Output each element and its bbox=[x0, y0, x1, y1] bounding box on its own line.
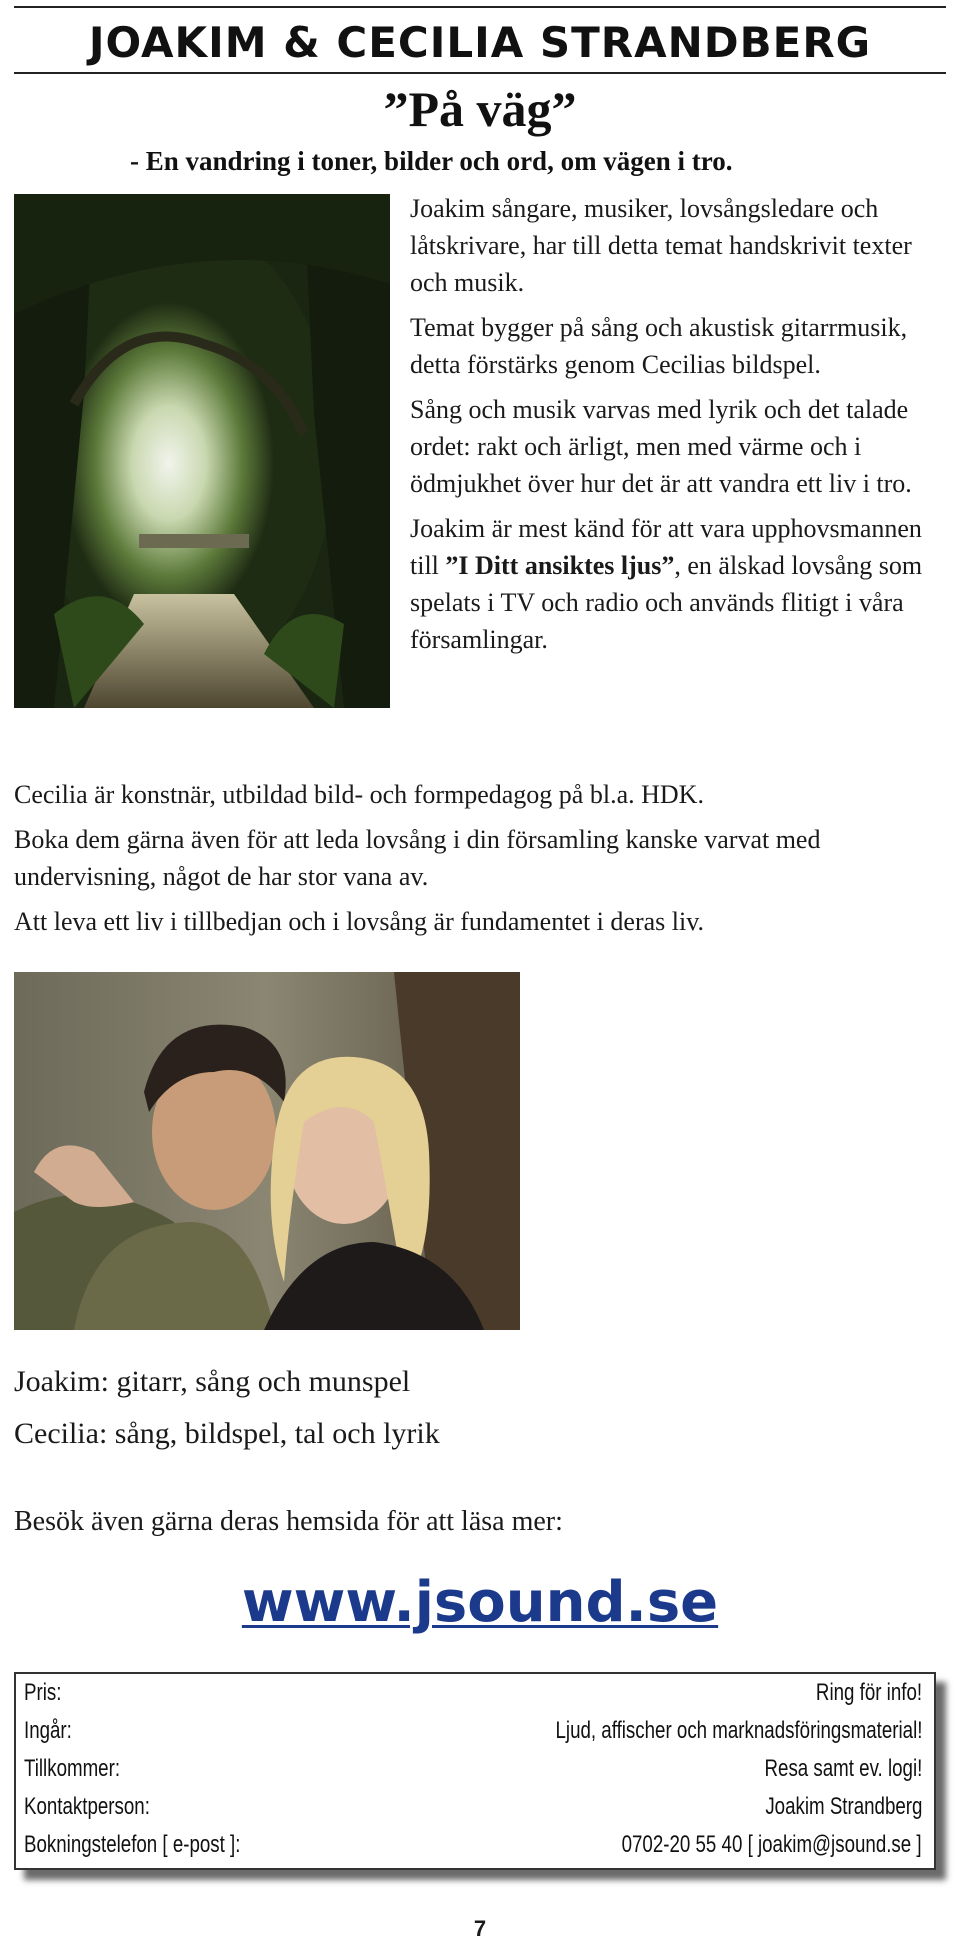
title-rule bbox=[14, 72, 946, 74]
intro-paragraph: Temat bygger på sång och akustisk gitarrmusik, detta förstärks genom Cecilias bildspel. bbox=[410, 313, 908, 379]
visit-text: Besök även gärna deras hemsida för att läsa mer: bbox=[14, 1506, 563, 1537]
couple-photo bbox=[14, 972, 520, 1330]
body-paragraph: Att leva ett liv i tillbedjan och i lovsång är fundamentet i deras liv. bbox=[14, 907, 705, 936]
intro-text-span: Joakim är mest känd för att vara upphovsmannen till bbox=[410, 514, 922, 580]
body-paragraph: Boka dem gärna även för att leda lovsång i din församling kanske varvat med undervisning, något de har stor vana av. bbox=[14, 825, 821, 891]
top-rule bbox=[14, 6, 946, 8]
tree-tunnel-photo bbox=[14, 194, 390, 708]
info-key: Tillkommer: bbox=[24, 1755, 121, 1782]
info-key: Bokningstelefon [ e-post ]: bbox=[24, 1831, 241, 1858]
info-row bbox=[16, 1788, 934, 1826]
intro-text-span: , en älskad lovsång som spelats i TV och radio och används flitigt i våra församlingar. bbox=[410, 551, 923, 654]
info-row bbox=[16, 1712, 934, 1750]
info-value: Resa samt ev. logi! bbox=[764, 1755, 922, 1782]
body-text bbox=[14, 776, 949, 948]
intro-paragraph: Joakim sångare, musiker, lovsångsledare och låtskrivare, har till detta temat handskrivit texter och musik. bbox=[410, 194, 912, 297]
info-key: Pris: bbox=[24, 1679, 62, 1706]
info-key: Ingår: bbox=[24, 1717, 72, 1744]
info-value: 0702-20 55 40 [ joakim@jsound.se ] bbox=[622, 1831, 922, 1858]
roles bbox=[14, 1356, 440, 1460]
intro-text bbox=[410, 190, 945, 666]
page-title: JOAKIM & CECILIA STRANDBERG bbox=[88, 18, 872, 67]
info-value: Ljud, affischer och marknadsföringsmaterial! bbox=[555, 1717, 922, 1744]
intro-paragraph: Sång och musik varvas med lyrik och det talade ordet: rakt och ärligt, men med värme och i ödmjukhet över hur det är att vandra ett liv i tro. bbox=[410, 395, 912, 498]
info-row bbox=[16, 1750, 934, 1788]
subtitle: ”På väg” bbox=[383, 81, 577, 137]
info-row bbox=[16, 1674, 934, 1712]
intro-paragraph bbox=[410, 510, 945, 658]
booking-info-box bbox=[14, 1672, 936, 1870]
role-cecilia: Cecilia: sång, bildspel, tal och lyrik bbox=[14, 1417, 440, 1450]
info-value: Joakim Strandberg bbox=[764, 1793, 922, 1820]
tagline: - En vandring i toner, bilder och ord, om vägen i tro. bbox=[130, 146, 733, 176]
page-number: 7 bbox=[473, 1916, 487, 1941]
body-paragraph: Cecilia är konstnär, utbildad bild- och formpedagog på bl.a. HDK. bbox=[14, 780, 704, 809]
website-link[interactable]: www.jsound.se bbox=[241, 1570, 719, 1635]
song-title: ”I Ditt ansiktes ljus” bbox=[445, 551, 675, 580]
info-value: Ring för info! bbox=[815, 1679, 922, 1706]
role-joakim: Joakim: gitarr, sång och munspel bbox=[14, 1365, 411, 1398]
info-row bbox=[16, 1826, 934, 1864]
info-key: Kontaktperson: bbox=[24, 1793, 150, 1820]
